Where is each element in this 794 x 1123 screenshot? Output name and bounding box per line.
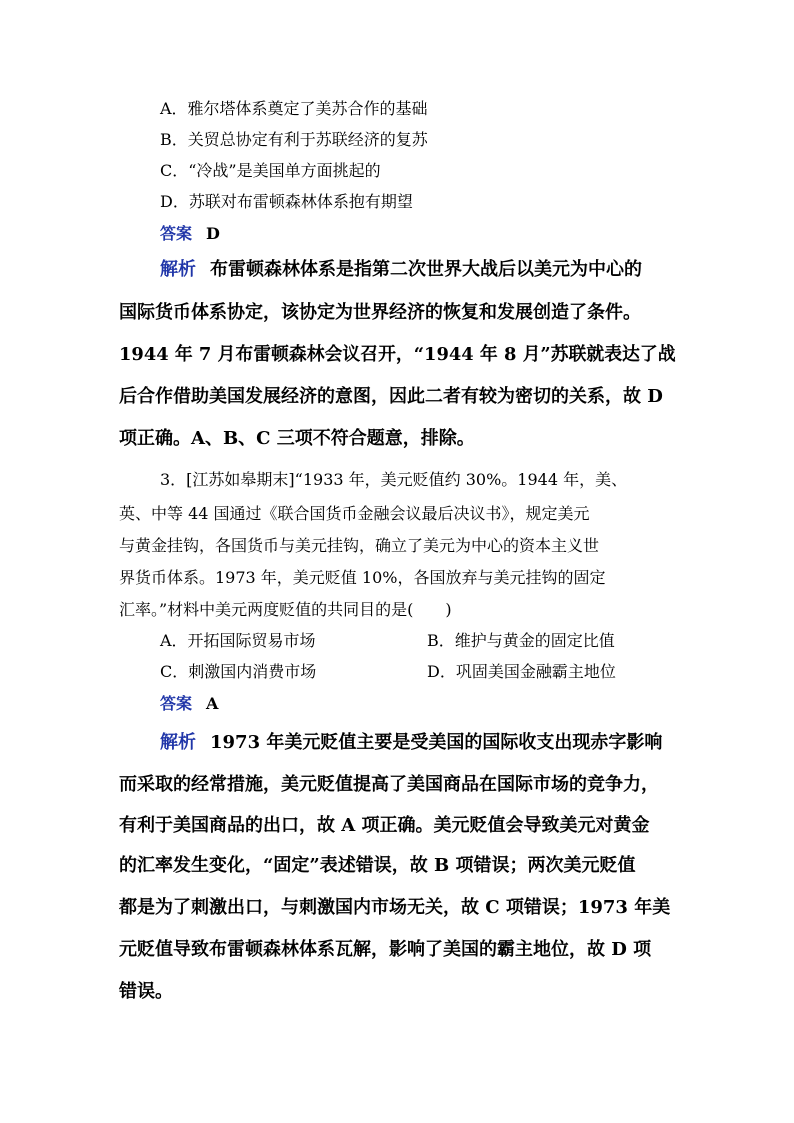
q2-option-d: D．苏联对布雷顿森林体系抱有期望 xyxy=(160,192,413,211)
q2-answer-label: 答案 xyxy=(160,224,193,243)
q2-analysis-line-1 xyxy=(160,261,642,279)
q3-option-d: D．巩固美国金融霸主地位 xyxy=(427,662,616,681)
q3-analysis-line-2: 而采取的经常措施，美元贬值提高了美国商品在国际市场的竞争力， xyxy=(119,774,659,795)
q2-analysis-line-3: 1944 年 7 月布雷顿森林会议召开，“1944 年 8 月”苏联就表达了战 xyxy=(119,344,676,365)
q3-analysis-line-7: 错误。 xyxy=(119,981,173,1002)
q2-analysis-line-5: 项正确。A、B、C 三项不符合题意，排除。 xyxy=(119,428,475,449)
q2-analysis-line-2: 国际货币体系协定，该协定为世界经济的恢复和发展创造了条件。 xyxy=(119,302,641,323)
q3-option-c: C．刺激国内消费市场 xyxy=(160,662,317,681)
q3-analysis-line-6: 元贬值导致布雷顿森林体系瓦解，影响了美国的霸主地位，故 D 项 xyxy=(119,939,652,960)
q3-stem-line-3: 与黄金挂钩，各国货币与美元挂钩，确立了美元为中心的资本主义世 xyxy=(119,536,600,555)
q3-stem-line-5: 汇率。”材料中美元两度贬值的共同目的是( ) xyxy=(119,600,452,619)
q3-answer-value: A xyxy=(206,694,219,713)
q3-analysis-line-1 xyxy=(160,734,662,752)
q3-option-b: B．维护与黄金的固定比值 xyxy=(427,631,615,650)
q2-option-a: A．雅尔塔体系奠定了美苏合作的基础 xyxy=(160,99,428,118)
q3-answer xyxy=(160,696,218,712)
q3-answer-label: 答案 xyxy=(160,694,193,713)
q2-answer-value: D xyxy=(206,224,220,243)
q3-analysis-line-5: 都是为了刺激出口，与刺激国内市场无关，故 C 项错误；1973 年美 xyxy=(119,897,671,918)
q2-option-b: B．关贸总协定有利于苏联经济的复苏 xyxy=(160,130,428,149)
q3-stem-line-1: 3．[江苏如皋期末]“1933 年，美元贬值约 30%。1944 年，美、 xyxy=(160,470,628,489)
q3-analysis-text-1: 1973 年美元贬值主要是受美国的国际收支出现赤字影响 xyxy=(210,732,663,753)
q3-analysis-label: 解析 xyxy=(160,732,196,753)
q2-analysis-label: 解析 xyxy=(160,259,196,280)
q2-analysis-text-1: 布雷顿森林体系是指第二次世界大战后以美元为中心的 xyxy=(210,259,642,280)
q2-option-c: C．“冷战”是美国单方面挑起的 xyxy=(160,161,381,180)
q3-analysis-line-3: 有利于美国商品的出口，故 A 项正确。美元贬值会导致美元对黄金 xyxy=(119,815,650,836)
q3-stem-line-2: 英、中等 44 国通过《联合国货币金融会议最后决议书》，规定美元 xyxy=(119,504,590,523)
q2-analysis-line-4: 后合作借助美国发展经济的意图，因此二者有较为密切的关系，故 D xyxy=(119,386,663,407)
q2-answer xyxy=(160,226,220,242)
q3-option-a: A．开拓国际贸易市场 xyxy=(160,631,316,650)
q3-stem-line-4: 界货币体系。1973 年，美元贬值 10%，各国放弃与美元挂钩的固定 xyxy=(119,568,606,587)
q3-analysis-line-4: 的汇率发生变化，“固定”表述错误，故 B 项错误；两次美元贬值 xyxy=(119,855,636,876)
